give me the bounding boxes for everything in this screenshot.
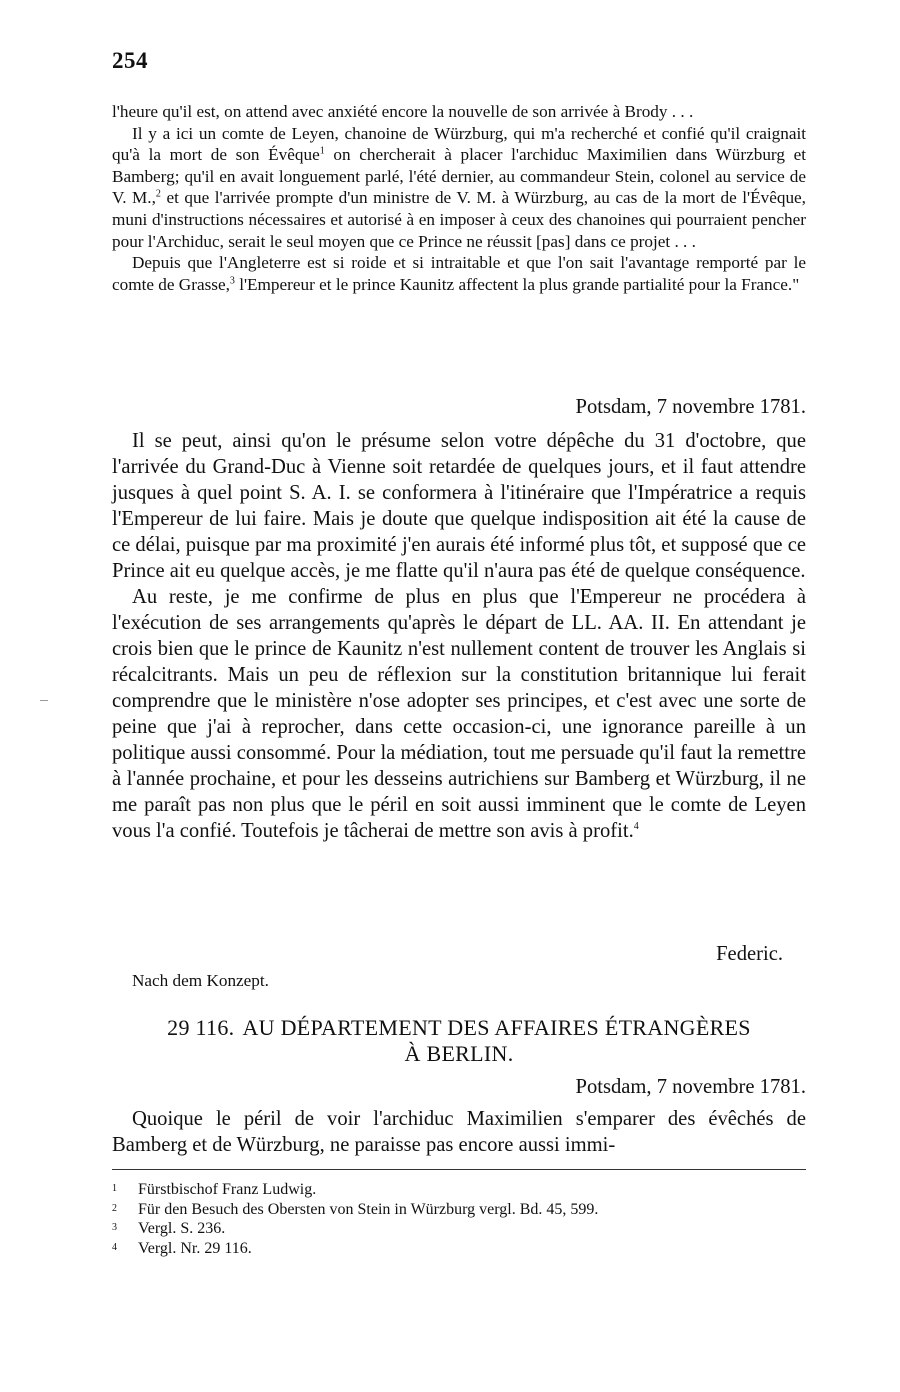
quote-paragraph (112, 252, 806, 295)
footnote (112, 1200, 806, 1220)
entry-body (112, 1106, 806, 1158)
quote-text: l'heure qu'il est, on attend avec anxiété encore la nouvelle de son arrivée à Brody . . . (112, 102, 694, 121)
entry-number: 29 116. (167, 1015, 235, 1040)
signature: Federic. (716, 943, 783, 965)
entry-dateline: Potsdam, 7 novembre 1781. (575, 1076, 806, 1098)
footnote-text: Vergl. Nr. 29 116. (138, 1239, 252, 1257)
quote-paragraph (112, 101, 806, 123)
reply-dateline: Potsdam, 7 novembre 1781. (575, 396, 806, 418)
reply-paragraph (112, 584, 806, 844)
entry-heading-line1 (112, 1015, 806, 1041)
quote-text: Depuis que l'Angleterre est si roide et si intraitable et que l'on sait l'avantage remporté par le comte de Grasse, (112, 253, 806, 294)
reply-paragraph: Il se peut, ainsi qu'on le présume selon votre dépêche du 31 d'octobre, que l'arrivée du Grand-Duc à Vienne soit retardée de quelques jours, et il faut attendre jusques à quel point S. A. I. se conformera à l'itinéraire que l'Impératrice a requis l'Empereur de lui faire. Mais je doute que quelque indisposition ait été la cause de ce délai, puisque par ma proximité j'en aurais été informé plus tôt, et supposé que ce Prince ait eu quelque accès, je me flatte qu'il n'aura pas été de quelque conséquence. (112, 430, 806, 582)
footnote-mark: 2 (112, 1202, 117, 1214)
page-number: 254 (112, 48, 148, 73)
quote-text: Il y a ici un comte de Leyen, chanoine de Würzburg, qui m'a recherché et confié qu'il craignait qu'à la mort de son Évêque (112, 123, 806, 165)
footnote-mark: 3 (112, 1222, 117, 1233)
footnote (112, 1239, 806, 1259)
quote-text: on chercherait à placer l'archiduc Maximilien dans Würzburg et Bamberg; qu'il en avait longuement parlé, l'été dernier, au commandeur Stein, colonel au service de V. M., (112, 145, 806, 208)
footnote-ref: 3 (229, 275, 235, 287)
entry-paragraph: Quoique le péril de voir l'archiduc Maximilien s'emparer des évêchés de Bamberg et de Würzburg, ne paraisse pas encore aussi immi- (112, 1108, 806, 1156)
footnote (112, 1219, 806, 1239)
entry-heading (112, 1015, 806, 1067)
margin-mark (40, 700, 48, 701)
footnote-mark: 1 (112, 1183, 117, 1194)
quoted-letter (112, 101, 806, 295)
footnote-ref: 2 (155, 188, 161, 200)
footnotes (112, 1180, 806, 1258)
quote-text: et que l'arrivée prompte d'un ministre de V. M. à Würzburg, au cas de la mort de l'Évêque, muni d'instructions nécessaires et autorisé à en imposer à ceux des chanoines qui pourraient pencher pour l'Archiduc, serait le seul moyen que ce Prince ne réussit [pas] dans ce projet . . . (112, 188, 806, 251)
footnote (112, 1180, 806, 1200)
footnote-separator (112, 1169, 806, 1170)
footnote-ref: 4 (633, 821, 639, 833)
footnote-ref: 1 (319, 145, 325, 157)
reply-text: Au reste, je me confirme de plus en plus que l'Empereur ne procédera à l'exécution de ses arrangements qu'après le départ de LL. AA. II. En attendant je crois bien que le prince de Kaunitz n'est nullement content de trouver les Anglais si récalcitrants. Mais un peu de réflexion sur la constitution britannique lui ferait comprendre que le ministère n'ose adopter ses principes, et c'est avec une sorte de peine que j'ai à reprocher, dans cette occasion-ci, une ignorance pareille à un politique aussi consommé. Pour la médiation, tout me persuade qu'il faut la remettre à l'année prochaine, et pour les desseins autrichiens sur Bamberg et Würzburg, il ne me paraît pas non plus que le péril en soit aussi imminent que le comte de Leyen vous l'a confié. Toutefois je tâcherai de mettre son avis à profit. (112, 586, 806, 842)
entry-title: AU DÉPARTEMENT DES AFFAIRES ÉTRANGÈRES (242, 1015, 751, 1040)
quote-text: l'Empereur et le prince Kaunitz affectent la plus grande partialité pour la France." (234, 274, 800, 294)
source-note: Nach dem Konzept. (132, 971, 269, 990)
quote-paragraph (112, 123, 806, 253)
entry-heading-line2: À BERLIN. (404, 1041, 514, 1066)
footnote-text: Vergl. S. 236. (138, 1220, 226, 1237)
footnote-mark: 4 (112, 1241, 117, 1253)
footnote-text: Für den Besuch des Obersten von Stein in Würzburg vergl. Bd. 45, 599. (138, 1200, 599, 1218)
reply-body (112, 428, 806, 844)
footnote-text: Fürstbischof Franz Ludwig. (138, 1181, 317, 1198)
